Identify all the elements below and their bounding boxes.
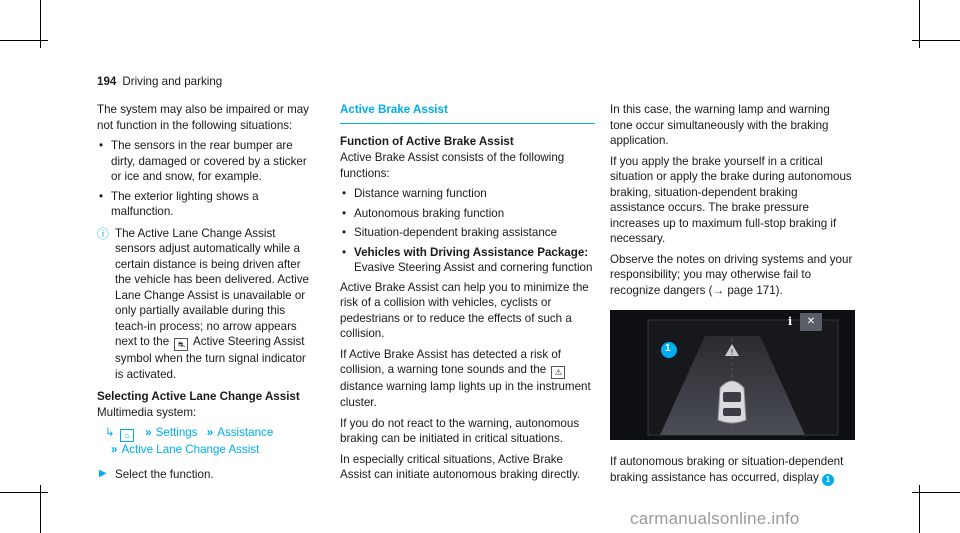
crop-mark [912,40,960,41]
crop-mark [0,40,48,41]
callout-badge: 1 [822,474,834,486]
paragraph-part: distance warning lamp lights up in the instrument cluster. [340,380,591,409]
list-item: • Situation-dependent braking assistance [340,225,595,241]
info-button[interactable]: i [788,315,793,329]
note-text-a: The Active Lane Change Assist sensors adjust automatically while a certain distance is being driven after the vehicle has been delivered. Active Lane Change Assist is unavailable or only partially available during this teach-in process; no arrow appears next to the [115,226,309,349]
double-chevron-icon: » [206,425,214,439]
paragraph-part: Observe the notes on driving systems and your responsibility; you may otherwise fail to recognize dangers ( [610,252,853,297]
nav-assistance[interactable]: Assistance [217,425,274,439]
paragraph: In this case, the warning lamp and warning tone occur simultaneously with the braking application. [610,103,830,148]
page-number: 194 [97,75,117,88]
list-item: • The exterior lighting shows a malfunction. [97,189,312,220]
paragraph: Active Brake Assist can help you to minimize the risk of a collision with vehicles, cyclists or pedestrians or to reduce the effects of such a collision. [340,280,589,341]
paragraph: In especially critical situations, Active Brake Assist can initiate autonomous braking directly. [340,452,581,482]
caption-text: If autonomous braking or situation-dependent braking assistance has occurred, display [610,455,844,484]
step-text: Select the function. [115,468,214,482]
home-icon[interactable]: ⌂ [120,429,134,442]
info-icon: ⓘ [97,226,110,241]
display-screenshot [610,310,855,440]
intro-text: The system may also be impaired or may not function in the following situations: [97,103,309,132]
crop-mark [912,492,960,493]
system-label: Multimedia system: [97,406,197,420]
column-right [610,102,855,491]
section-title: Driving and parking [122,75,223,88]
double-chevron-icon: » [145,425,152,439]
paragraph: If you do not react to the warning, autonomous braking can be initiated in critical situations. [340,416,580,446]
list-item [340,245,595,276]
sub-heading: Function of Active Brake Assist [340,134,514,148]
action-step [97,467,312,483]
section-heading: Active Brake Assist [340,102,595,124]
active-steering-assist-icon: ⛐ [174,338,188,351]
paragraph [610,252,855,299]
note-block [97,226,312,383]
return-arrow-icon: ↳ [105,425,115,439]
nav-path [97,425,312,458]
list-item: • Distance warning function [340,186,595,202]
list-item: • Autonomous braking function [340,206,595,222]
note-text-b: Active Steering Assist symbol when the turn signal indicator is activated. [115,335,306,381]
column-left [97,102,312,487]
column-middle [340,102,595,488]
crop-mark [0,492,48,493]
paragraph: If you apply the brake yourself in a critical situation or apply the brake during autonomous braking, situation-dependent braking assistance occurs. The brake pressure increases up to maximum full-stop braking if necessary. [610,154,852,246]
arrow-ref-icon: → [712,283,725,297]
nav-active-lane-change-assist[interactable]: Active Lane Change Assist [121,442,260,456]
paragraph [340,347,595,411]
bullet-bold: Vehicles with Driving Assistance Package: [354,245,589,259]
intro-text: Active Brake Assist consists of the following functions: [340,151,565,180]
selection-heading: Selecting Active Lane Change Assist [97,389,300,403]
nav-settings[interactable]: Settings [155,425,198,439]
close-button[interactable]: ✕ [800,313,822,331]
svg-text:!: ! [730,348,734,358]
page-reference[interactable]: page 171 [727,283,776,297]
paragraph-part: If Active Brake Assist has detected a risk of collision, a warning tone sounds and the [340,347,562,377]
distance-warning-lamp-icon: ⚠ [551,366,565,379]
double-chevron-icon: » [111,442,118,456]
watermark: carmanualsonline.info [630,509,800,528]
callout-1-label: 1 [665,343,671,355]
list-item: • The sensors in the rear bumper are dirty, damaged or covered by a sticker or ice and snow, for example. [97,138,312,185]
paragraph-part: ). [775,283,783,297]
page-header [97,74,222,90]
play-arrow-icon: ▶ [99,468,107,480]
caption [610,454,855,486]
bullet-text: Evasive Steering Assist and cornering function [354,261,593,275]
